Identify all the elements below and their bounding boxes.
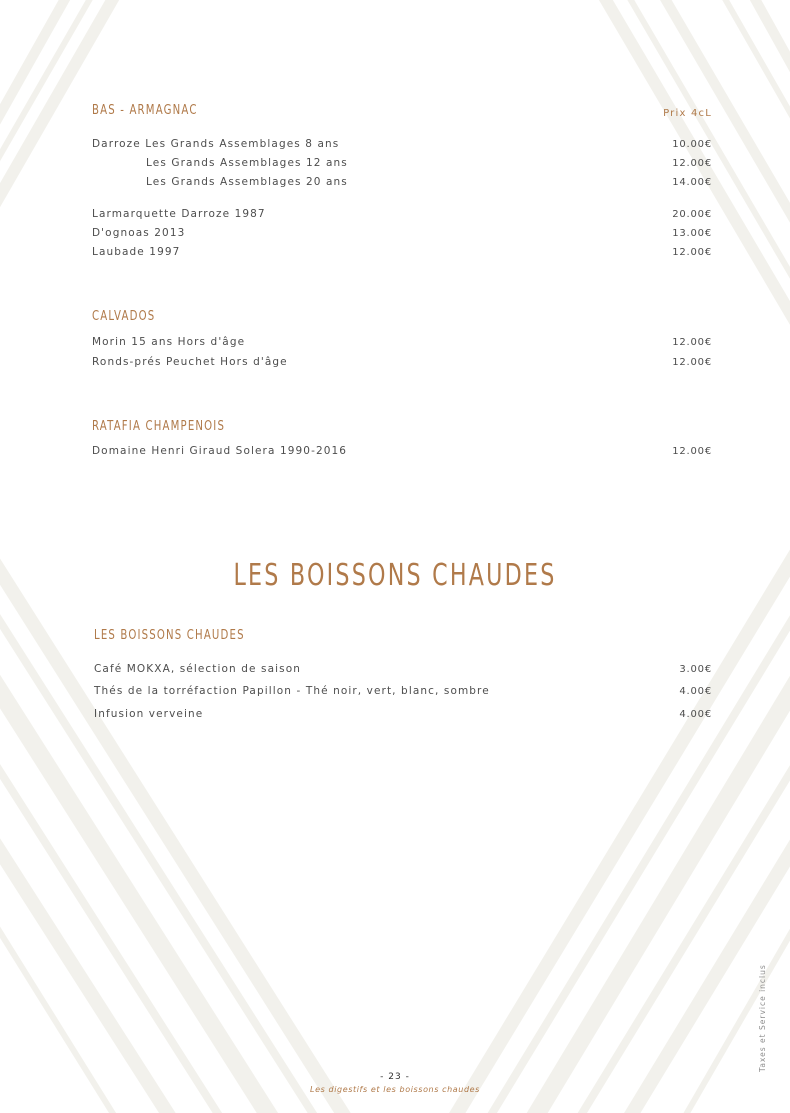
menu-item-price: 13.00€: [672, 228, 712, 239]
page-title: LES BOISSONS CHAUDES: [233, 558, 557, 593]
menu-item-name: D'ognoas 2013: [92, 227, 186, 239]
menu-item-name: Café MOKXA, sélection de saison: [94, 663, 301, 675]
taxes-note: Taxes et Service inclus: [758, 964, 767, 1072]
menu-item-name: Ronds-prés Peuchet Hors d'âge: [92, 356, 288, 368]
menu-item-price: 4.00€: [679, 709, 712, 720]
menu-item-name: Les Grands Assemblages 12 ans: [146, 157, 348, 169]
menu-item-name: Morin 15 ans Hors d'âge: [92, 336, 246, 348]
section-title-armagnac: BAS - ARMAGNAC: [92, 103, 198, 118]
menu-item-price: 12.00€: [672, 337, 712, 348]
menu-item-price: 12.00€: [672, 247, 712, 258]
footer-caption: Les digestifs et les boissons chaudes: [310, 1085, 480, 1094]
menu-item-price: 20.00€: [672, 209, 712, 220]
section-title-calvados: CALVADOS: [92, 309, 156, 324]
menu-item-price: 10.00€: [672, 139, 712, 150]
menu-item-price: 14.00€: [672, 177, 712, 188]
menu-item-name: Les Grands Assemblages 20 ans: [146, 176, 348, 188]
menu-item-price: 3.00€: [679, 664, 712, 675]
menu-item-name: Domaine Henri Giraud Solera 1990-2016: [92, 445, 348, 457]
menu-item-name: Infusion verveine: [94, 708, 204, 720]
page-number: - 23 -: [380, 1072, 410, 1082]
menu-item-name: Larmarquette Darroze 1987: [92, 208, 266, 220]
menu-item-name: Laubade 1997: [92, 246, 181, 258]
menu-item-name: Darroze Les Grands Assemblages 8 ans: [92, 138, 340, 150]
menu-item-name: Thés de la torréfaction Papillon - Thé noir, vert, blanc, sombre: [94, 685, 490, 697]
price-column-label: Prix 4cL: [663, 108, 712, 119]
menu-item-price: 12.00€: [672, 357, 712, 368]
section-title-ratafia: RATAFIA CHAMPENOIS: [92, 419, 226, 434]
menu-item-price: 12.00€: [672, 446, 712, 457]
section-title-boissons: LES BOISSONS CHAUDES: [94, 628, 245, 643]
menu-item-price: 4.00€: [679, 686, 712, 697]
menu-item-price: 12.00€: [672, 158, 712, 169]
